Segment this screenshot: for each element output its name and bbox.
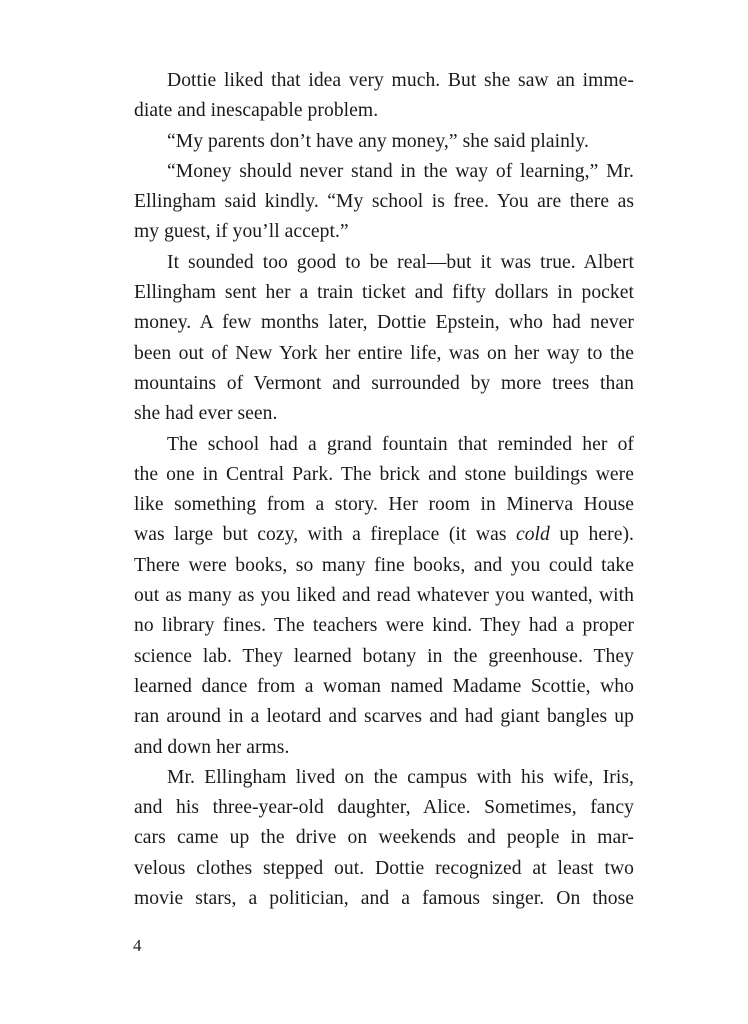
text-line: diate and inescapable problem. (134, 100, 379, 122)
text-line: It sounded too good to be real—but it was true. Albert (167, 251, 634, 273)
text-line: science lab. They learned botany in the greenhouse. They (134, 645, 634, 667)
text-segment: up here). (549, 524, 634, 546)
italic-word: cold (515, 524, 550, 546)
text-line: The school had a grand fountain that reminded her of (167, 433, 634, 455)
text-line: Ellingham sent her a train ticket and fifty dollars in pocket (134, 282, 634, 304)
text-line: “My parents don’t have any money,” she said plainly. (167, 130, 589, 152)
page-number: 4 (133, 936, 142, 955)
text-line: like something from a story. Her room in Minerva House (134, 494, 634, 516)
text-line: There were books, so many fine books, and you could take (134, 554, 634, 576)
text-line: mountains of Vermont and surrounded by more trees than (134, 372, 634, 394)
text-line: cars came up the drive on weekends and people in mar- (134, 827, 634, 849)
text-line: Dottie liked that idea very much. But she saw an imme- (167, 70, 634, 91)
text-line: learned dance from a woman named Madame Scottie, who (134, 675, 634, 697)
text-line: the one in Central Park. The brick and stone buildings were (134, 463, 634, 485)
text-line: movie stars, a politician, and a famous singer. On those (134, 888, 634, 910)
text-line: “Money should never stand in the way of learning,” Mr. (167, 160, 634, 182)
text-line: Ellingham said kindly. “My school is free. You are there as (134, 191, 634, 213)
text-line: she had ever seen. (134, 403, 278, 425)
text-segment: was large but cozy, with a fireplace (it was (134, 524, 516, 546)
text-line: my guest, if you’ll accept.” (134, 221, 349, 243)
text-line (134, 520, 634, 550)
text-line: Mr. Ellingham lived on the campus with his wife, Iris, (167, 766, 634, 788)
text-line: and down her arms. (134, 736, 290, 758)
text-line: ran around in a leotard and scarves and had giant bangles up (134, 706, 634, 728)
text-line: velous clothes stepped out. Dottie recognized at least two (134, 857, 634, 879)
text-line: no library fines. The teachers were kind. They had a proper (134, 615, 634, 637)
text-line: and his three-year-old daughter, Alice. Sometimes, fancy (134, 797, 634, 819)
text-line: money. A few months later, Dottie Epstein, who had never (134, 312, 634, 334)
text-line: been out of New York her entire life, was on her way to the (134, 342, 634, 364)
book-page-text (134, 66, 634, 914)
text-line: out as many as you liked and read whatever you wanted, with (134, 585, 634, 607)
